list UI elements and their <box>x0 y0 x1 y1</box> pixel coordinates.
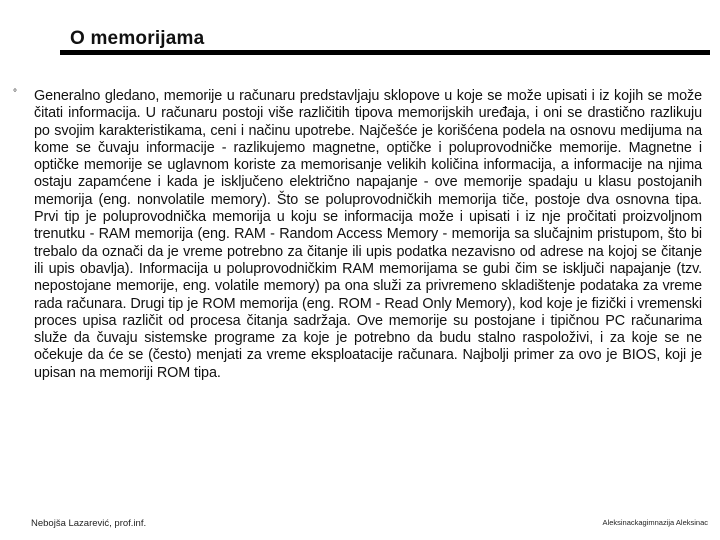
title-underline <box>60 50 710 55</box>
body-paragraph: Generalno gledano, memorije u računaru predstavljaju sklopove u koje se može upisati i iz kojih se može čitati informacija. U računaru postoji više različitih tipova memorijskih uređaja, i oni se drastično razlikuju po svojim karakteristikama, ceni i načinu upotrebe. Najčešće je korišćena podela na osnovu medijuma na kome se čuvaju informacije - razlikujemo magnetne, optičke i poluprovodničke memorije. Magnetne i optičke memorije se uglavnom koriste za memorisanje velikih količina informacija, a informacije na njima ostaju zapamćene i kada je isključeno električno napajanje - ove memorije spadaju u klasu postojanih memorija (eng. nonvolatile memory). Što se poluprovodničkih memorija tiče, postoje dva osnovna tipa. Prvi tip je poluprovodnička memorija u koju se informacija može i upisati i iz nje pročitati proizvoljnom trenutku - RAM memorija (eng. RAM - Random Access Memory - memorija sa slučajnim pristupom, što bi trebalo da označi da je vreme potrebno za čitanje ili upis podatka nezavisno od adrese na kojoj se čitanje ili upis obavlja). Informacija u poluprovodničkim RAM memorijama se gubi čim se isključi napajanje (tzv. nepostojane memorije, eng. volatile memory) pa ona služi za privremeno skladištenje podataka za vreme rada računara. Drugi tip je ROM memorija (eng. ROM - Read Only Memory), kod koje je fizički i vremenski proces upisa različit od procesa čitanja sadržaja. Ove memorije su postojane i tipičnou PC računarima služe da čuvaju sistemske programe za koje je potrebno da budu stalno raspoloživi, i za koje se ne očekuje da će se (često) menjati za vreme eksploatacije računara. Najbolji primer za ovo je BIOS, koji je upisan na memoriji ROM tipa. <box>34 88 702 381</box>
slide-title: O memorijama <box>70 28 205 49</box>
footer-source: Aleksinackagimnazija Aleksinac <box>602 518 708 527</box>
bullet-marker: ° <box>13 88 17 99</box>
footer-author: Nebojša Lazarević, prof.inf. <box>31 518 147 529</box>
